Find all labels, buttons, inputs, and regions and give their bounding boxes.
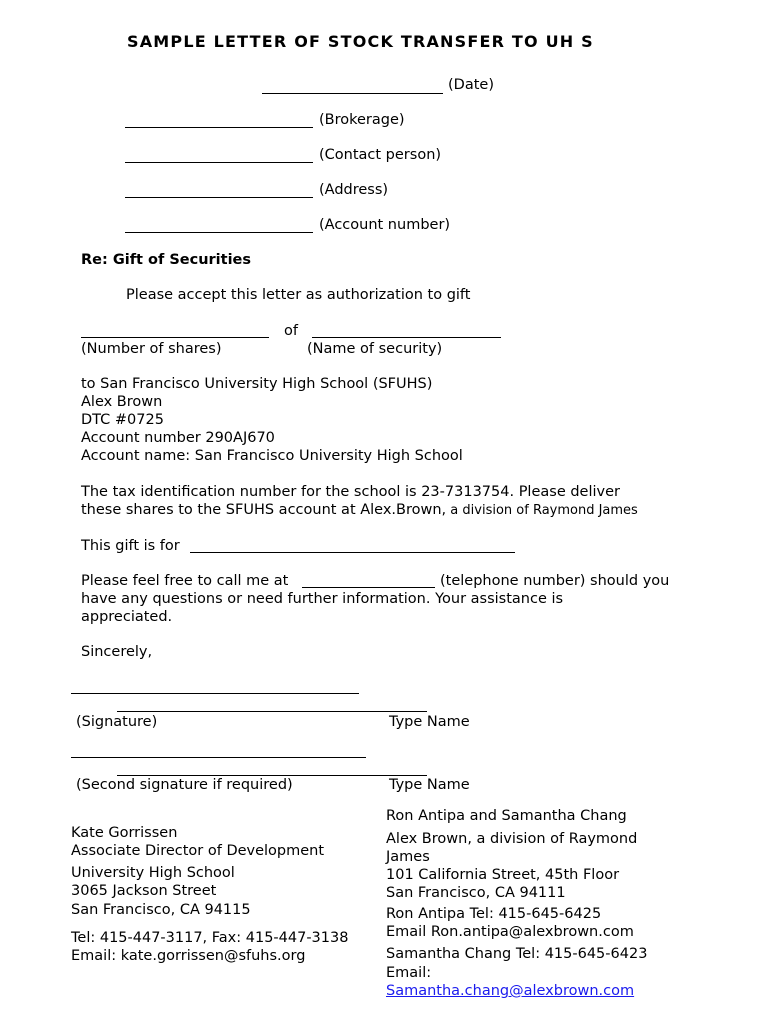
right-contact-street: 101 California Street, 45th Floor — [386, 867, 620, 883]
address-label: (Address) — [319, 182, 389, 198]
contact-label: (Contact person) — [319, 147, 442, 163]
shares-blank — [81, 337, 269, 338]
closing: Sincerely, — [81, 644, 153, 660]
right-contact-names: Ron Antipa and Samantha Chang — [386, 808, 627, 824]
type-name-line — [117, 711, 427, 712]
left-contact-name: Kate Gorrissen — [71, 825, 178, 841]
right-contact-firm-1: Alex Brown, a division of Raymond — [386, 831, 638, 847]
second-type-name-label: Type Name — [389, 777, 470, 793]
recipient-line: to San Francisco University High School (SFUHS) — [81, 376, 433, 392]
recipient-line: Account name: San Francisco University High School — [81, 448, 463, 464]
of-word: of — [284, 323, 298, 339]
recipient-line: Account number 290AJ670 — [81, 430, 275, 446]
tax-line-2-division: a division of Raymond James — [446, 503, 638, 518]
shares-label: (Number of shares) — [81, 341, 222, 357]
date-label: (Date) — [448, 77, 494, 93]
call-line-1a: Please feel free to call me at — [81, 573, 289, 589]
left-contact-role: Associate Director of Development — [71, 843, 325, 859]
telephone-blank — [302, 587, 435, 588]
recipient-line: Alex Brown — [81, 394, 163, 410]
left-contact-org: University High School — [71, 865, 235, 881]
re-line: Re: Gift of Securities — [81, 252, 252, 268]
second-signature-line — [71, 757, 366, 758]
samantha-email-label: Email: — [386, 965, 432, 981]
account-blank — [125, 232, 313, 233]
date-blank — [262, 93, 443, 94]
left-contact-phone: Tel: 415-447-3117, Fax: 415-447-3138 — [71, 930, 349, 946]
address-blank — [125, 197, 313, 198]
call-line-3: appreciated. — [81, 609, 173, 625]
intro-text: Please accept this letter as authorization to gift — [126, 287, 471, 303]
samantha-email-link-wrap — [386, 982, 634, 1000]
security-blank — [312, 337, 501, 338]
ron-phone: Ron Antipa Tel: 415-645-6425 — [386, 906, 602, 922]
tax-line-2 — [81, 501, 638, 520]
signature-label: (Signature) — [76, 714, 158, 730]
second-signature-label: (Second signature if required) — [76, 777, 293, 793]
samantha-email-link[interactable]: Samantha.chang@alexbrown.com — [386, 983, 635, 999]
gift-for-label: This gift is for — [81, 538, 180, 554]
brokerage-label: (Brokerage) — [319, 112, 405, 128]
brokerage-blank — [125, 127, 313, 128]
call-line-1b: (telephone number) should you — [440, 573, 670, 589]
tax-line-2-main: these shares to the SFUHS account at Alex.Brown, — [81, 502, 447, 518]
contact-blank — [125, 162, 313, 163]
tax-line-1: The tax identification number for the school is 23-7313754. Please deliver — [81, 484, 620, 500]
call-line-2: have any questions or need further information. Your assistance is — [81, 591, 564, 607]
samantha-phone: Samantha Chang Tel: 415-645-6423 — [386, 946, 648, 962]
right-contact-firm-2: James — [386, 849, 430, 865]
left-contact-email: Email: kate.gorrissen@sfuhs.org — [71, 948, 306, 964]
page-title: SAMPLE LETTER OF STOCK TRANSFER TO UH S — [127, 32, 594, 51]
type-name-label: Type Name — [389, 714, 470, 730]
recipient-line: DTC #0725 — [81, 412, 164, 428]
signature-line — [71, 693, 359, 694]
security-label: (Name of security) — [307, 341, 443, 357]
left-contact-city: San Francisco, CA 94115 — [71, 902, 251, 918]
left-contact-street: 3065 Jackson Street — [71, 883, 217, 899]
account-label: (Account number) — [319, 217, 451, 233]
right-contact-city: San Francisco, CA 94111 — [386, 885, 566, 901]
ron-email: Email Ron.antipa@alexbrown.com — [386, 924, 634, 940]
gift-for-blank — [190, 552, 515, 553]
